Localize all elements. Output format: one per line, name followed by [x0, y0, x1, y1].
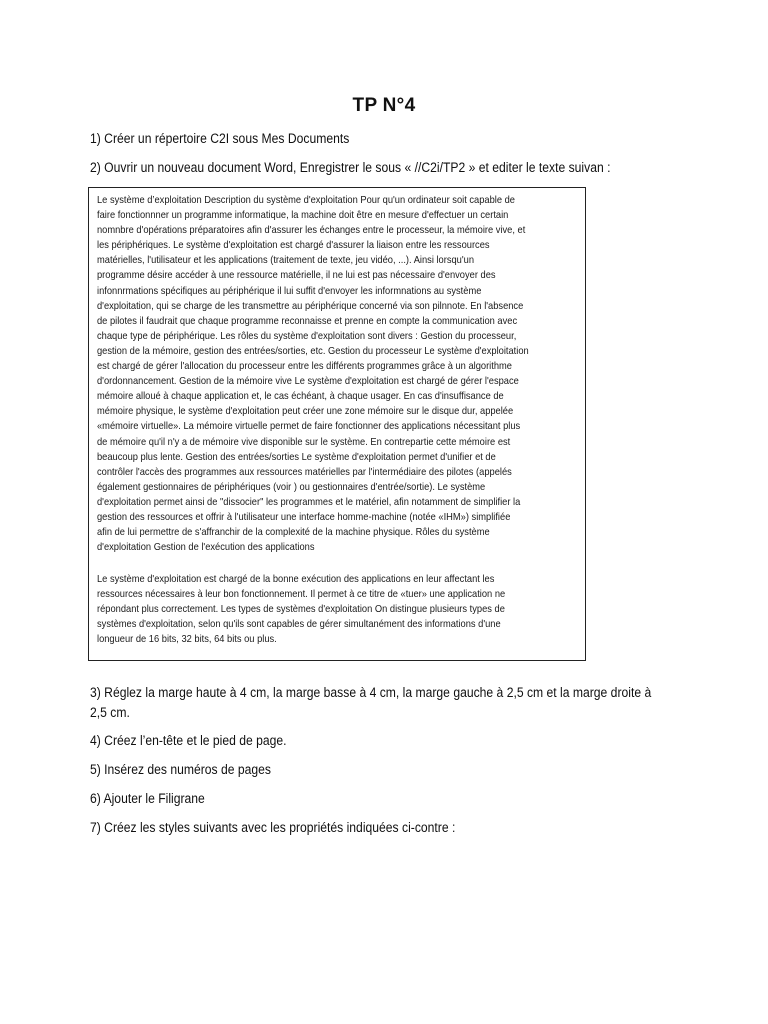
step-3-line-2: 2,5 cm. [90, 705, 130, 720]
box-text-line: d'exploitation permet ainsi de "dissocier" les programmes et le matériel, afin notamment de simplifier la [97, 496, 521, 508]
box-text-line: beaucoup plus lente. Gestion des entrées/sorties Le système d'exploitation permet d'unifier et de [97, 451, 496, 463]
step-7: 7) Créez les styles suivants avec les propriétés indiquées ci-contre : [90, 820, 456, 835]
box-text-line: longueur de 16 bits, 32 bits, 64 bits ou plus. [97, 634, 277, 646]
box-text-line: nomnbre d'opérations préparatoires afin d'assurer les échanges entre le processeur, la mémoire vive, et [97, 225, 526, 237]
box-text-line: gestion des ressources et offrir à l'utilisateur une interface homme-machine (notée «IHM») simplifiée [97, 511, 511, 523]
box-text-line: infonnrmations spécifiques au périphérique il lui suffit d'envoyer les informnations au système [97, 285, 482, 297]
box-text-line: d'ordonnancement. Gestion de la mémoire vive Le système d'exploitation est chargé de gérer l'espace [97, 376, 519, 388]
box-text-line: «mémoire virtuelle». La mémoire virtuelle permet de faire fonctionner des applications nécessitant plus [97, 421, 521, 433]
step-5: 5) Insérez des numéros de pages [90, 762, 272, 777]
box-text-line: mémoire alloué à chaque application et, le cas échéant, à chaque usager. En cas d'insuffisance de [97, 391, 504, 403]
box-text-line: les périphériques. Le système d'exploitation est chargé d'assurer la liaison entre les ressources [97, 240, 490, 252]
box-text-line: programme désire accéder à une ressource matérielle, il ne lui est pas nécessaire d'envoyer des [97, 270, 496, 282]
box-text-line: Le système d'exploitation est chargé de la bonne exécution des applications en leur affectant les [97, 574, 495, 585]
box-text-line: de mémoire qu'il n'y a de mémoire vive disponible sur le système. En contrepartie cette mémoire est [97, 436, 511, 448]
step-3-line-1: 3) Réglez la marge haute à 4 cm, la marge basse à 4 cm, la marge gauche à 2,5 cm et la marge droite à [90, 685, 652, 700]
box-text-line: répondant plus correctement. Les types de systèmes d'exploitation On distingue plusieurs types de [97, 604, 505, 616]
box-text-line: ressources nécessaires à leur bon fonctionnement. Il permet à ce titre de «tuer» une application ne [97, 589, 506, 601]
box-text-line: est chargé de gérer l'allocation du processeur entre les différents programmes grâce à un algorithme [97, 361, 512, 373]
step-1: 1) Créer un répertoire C2I sous Mes Documents [90, 131, 350, 146]
step-6: 6) Ajouter le Filigrane [90, 791, 205, 806]
box-paragraph-2 [97, 572, 577, 647]
box-text-line: faire fonctionnner un programme informatique, la machine doit être en mesure d'effectuer un certain [97, 210, 509, 222]
box-text-line: d'exploitation, qui se charge de les transmettre au périphérique concerné via son pilnnote. En l'absence [97, 300, 524, 312]
box-text-line: chaque type de périphérique. Les rôles du système d'exploitation sont divers : Gestion du processeur, [97, 330, 517, 342]
box-text-line: mémoire physique, le système d'exploitation peut créer une zone mémoire sur le disque dur, appelée [97, 406, 514, 418]
box-text-line: matérielles, l'utilisateur et les applications (traitement de texte, jeu vidéo, ...). Ainsi lorsqu'un [97, 255, 475, 267]
box-text-line: également gestionnaires de périphériques (voir ) ou gestionnaires d'entrée/sortie). Le système [97, 481, 486, 493]
box-text-line: Le système d’exploitation Description du système d'exploitation Pour qu'un ordinateur soit capable de [97, 195, 515, 206]
step-4: 4) Créez l’en-tête et le pied de page. [90, 733, 287, 748]
box-text-line: gestion de la mémoire, gestion des entrées/sorties, etc. Gestion du processeur Le système d'exploitation [97, 345, 529, 357]
box-text-line: contrôler l'accès des programmes aux ressources matérielles par l'intermédiaire des pilotes (appelés [97, 466, 512, 478]
box-paragraph-1 [97, 193, 577, 555]
box-text-line: de pilotes il faudrait que chaque programme reconnaisse et prenne en compte la communication avec [97, 315, 518, 327]
box-text-line: systèmes d'exploitation, selon qu'ils sont capables de gérer simultanément des informations d'une [97, 619, 501, 631]
step-2: 2) Ouvrir un nouveau document Word, Enregistrer le sous « //C2i/TP2 » et editer le texte suivan : [90, 160, 611, 175]
document-title: TP N°4 [352, 95, 416, 116]
box-text-line: d'exploitation Gestion de l'exécution des applications [97, 542, 315, 554]
box-text-line: afin de lui permettre de s'affranchir de la complexité de la machine physique. Rôles du système [97, 527, 490, 539]
